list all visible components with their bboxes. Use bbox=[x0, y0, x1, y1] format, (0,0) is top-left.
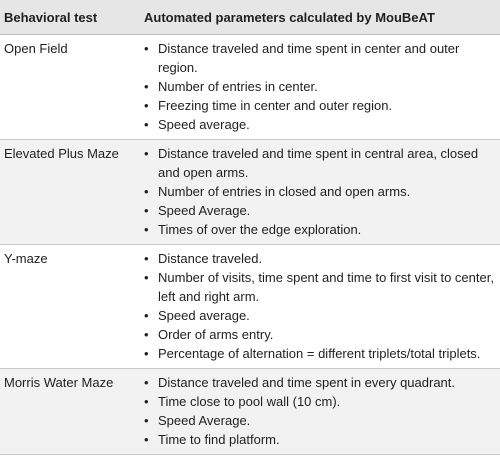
list-item: • Speed Average. bbox=[144, 411, 496, 430]
parameter-list bbox=[144, 249, 496, 363]
table-row bbox=[0, 245, 500, 369]
test-name: Open Field bbox=[0, 35, 133, 140]
test-name: Elevated Plus Maze bbox=[0, 140, 133, 245]
list-item: • Number of visits, time spent and time to first visit to center, left and right arm. bbox=[144, 268, 496, 306]
header-row bbox=[0, 0, 500, 35]
list-item: • Speed Average. bbox=[144, 201, 496, 220]
list-item: • Percentage of alternation = different triplets/total triplets. bbox=[144, 344, 496, 363]
list-item: • Number of entries in closed and open arms. bbox=[144, 182, 496, 201]
list-item: • Time close to pool wall (10 cm). bbox=[144, 392, 496, 411]
list-item: • Speed average. bbox=[144, 306, 496, 325]
test-name: Morris Water Maze bbox=[0, 369, 133, 455]
parameter-list bbox=[144, 144, 496, 239]
list-item: • Number of entries in center. bbox=[144, 77, 496, 96]
list-item: • Distance traveled and time spent in center and outer region. bbox=[144, 39, 496, 77]
list-item: • Distance traveled and time spent in every quadrant. bbox=[144, 373, 496, 392]
test-name: Y-maze bbox=[0, 245, 133, 369]
header-automated-parameters: Automated parameters calculated by MouBeAT bbox=[133, 0, 500, 35]
list-item: • Distance traveled and time spent in central area, closed and open arms. bbox=[144, 144, 496, 182]
list-item: • Freezing time in center and outer region. bbox=[144, 96, 496, 115]
table-row bbox=[0, 140, 500, 245]
parameter-cell bbox=[133, 140, 500, 245]
parameter-list bbox=[144, 373, 496, 449]
table-row bbox=[0, 369, 500, 455]
parameter-cell bbox=[133, 245, 500, 369]
list-item: • Order of arms entry. bbox=[144, 325, 496, 344]
list-item: • Distance traveled. bbox=[144, 249, 496, 268]
parameter-list bbox=[144, 39, 496, 134]
list-item: • Time to find platform. bbox=[144, 430, 496, 449]
list-item: • Speed average. bbox=[144, 115, 496, 134]
list-item: • Times of over the edge exploration. bbox=[144, 220, 496, 239]
table-row bbox=[0, 35, 500, 140]
header-behavioral-test: Behavioral test bbox=[0, 0, 133, 35]
parameter-cell bbox=[133, 35, 500, 140]
parameter-cell bbox=[133, 369, 500, 455]
